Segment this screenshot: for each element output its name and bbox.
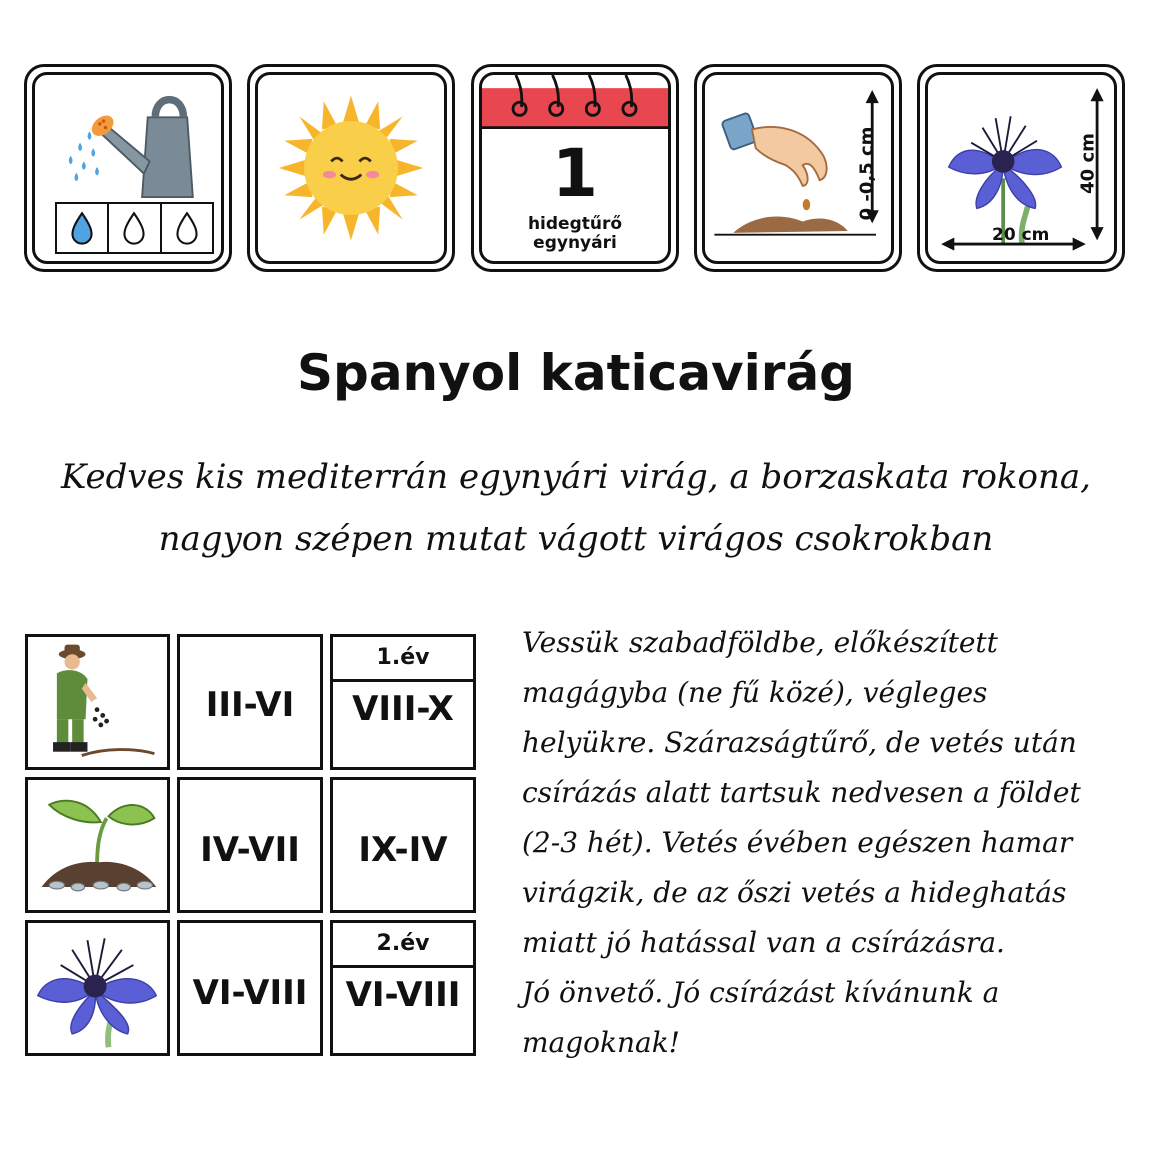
- schedule-row1-autumn-value: VIII-X: [352, 689, 454, 729]
- watering-tile-inner: [32, 72, 224, 264]
- water-drop-icon: [69, 210, 95, 246]
- sowing-depth-tile-inner: [702, 72, 894, 264]
- sun-tile: [247, 64, 455, 272]
- sowing-depth-tile: [694, 64, 902, 272]
- watering-level-scale: [55, 202, 214, 254]
- schedule-row2-icon: [25, 777, 170, 913]
- description-line: Jó önvető. Jó csírázást kívánunk a: [522, 976, 1000, 1009]
- schedule-row1-year: 1.év: [333, 637, 473, 682]
- water-drop-outline-icon: [121, 210, 147, 246]
- schedule-row3-spring-value: VI-VIII: [192, 973, 308, 1013]
- description-line: helyükre. Szárazságtűrő, de vetés után: [522, 726, 1077, 759]
- schedule-row1-spring: [177, 634, 323, 770]
- subtitle-line1: Kedves kis mediterrán egynyári virág, a borzaskata rokona,: [61, 457, 1091, 497]
- description-line: virágzik, de az őszi vetés a hideghatás: [522, 876, 1067, 909]
- description-line: miatt jó hatással van a csírázásra.: [522, 926, 1005, 959]
- sowing-depth-label: 0 -0,5 cm: [856, 126, 878, 221]
- calendar-tile: [471, 64, 679, 272]
- description-line: Vessük szabadföldbe, előkészített: [522, 626, 998, 659]
- calendar-caption-line1: hidegtűrő: [527, 214, 623, 234]
- schedule-row3-year: 2.év: [333, 923, 473, 968]
- seedling-icon: [28, 780, 167, 910]
- schedule-row3-icon: [25, 920, 170, 1056]
- subtitle: [20, 446, 1132, 570]
- calendar-number: 1: [552, 135, 598, 212]
- subtitle-line2: nagyon szépen mutat vágott virágos csokrokban: [158, 519, 994, 559]
- water-drop-outline-icon: [174, 210, 200, 246]
- plant-height-label: 40 cm: [1077, 133, 1099, 194]
- page-title: Spanyol katicavirág: [297, 344, 855, 402]
- schedule-row2-spring-value: IV-VII: [200, 830, 300, 870]
- farmer-sowing-icon: [28, 637, 167, 767]
- description-line: csírázás alatt tartsuk nedvesen a földet: [522, 776, 1081, 809]
- description-line: magoknak!: [522, 1026, 680, 1059]
- watering-tile: [24, 64, 232, 272]
- flower-icon: [28, 923, 167, 1053]
- schedule-row1-spring-value: III-VI: [205, 685, 295, 725]
- calendar-caption-line2: egynyári: [533, 233, 617, 253]
- water-drop-empty: [162, 204, 212, 252]
- schedule-row1-icon: [25, 634, 170, 770]
- schedule-row2-spring: [177, 777, 323, 913]
- calendar-tile-inner: [479, 72, 671, 264]
- sun-tile-inner: [255, 72, 447, 264]
- schedule-row3-autumn: [330, 920, 476, 1056]
- plant-width-label: 20 cm: [992, 225, 1050, 245]
- calendar-caption: [482, 215, 668, 253]
- schedule-row2-autumn-value: IX-IV: [358, 830, 448, 870]
- water-drop-filled: [57, 204, 109, 252]
- schedule-row2-autumn: [330, 777, 476, 913]
- sun-icon: [258, 75, 444, 261]
- description-text: [522, 618, 1122, 1068]
- plant-size-tile: [917, 64, 1125, 272]
- description-line: magágyba (ne fű közé), végleges: [522, 676, 988, 709]
- water-drop-empty: [109, 204, 161, 252]
- schedule-row3-autumn-value: VI-VIII: [345, 975, 461, 1015]
- schedule-row1-autumn: [330, 634, 476, 770]
- description-line: (2-3 hét). Vetés évében egészen hamar: [522, 826, 1073, 859]
- schedule-row3-spring: [177, 920, 323, 1056]
- plant-size-tile-inner: [925, 72, 1117, 264]
